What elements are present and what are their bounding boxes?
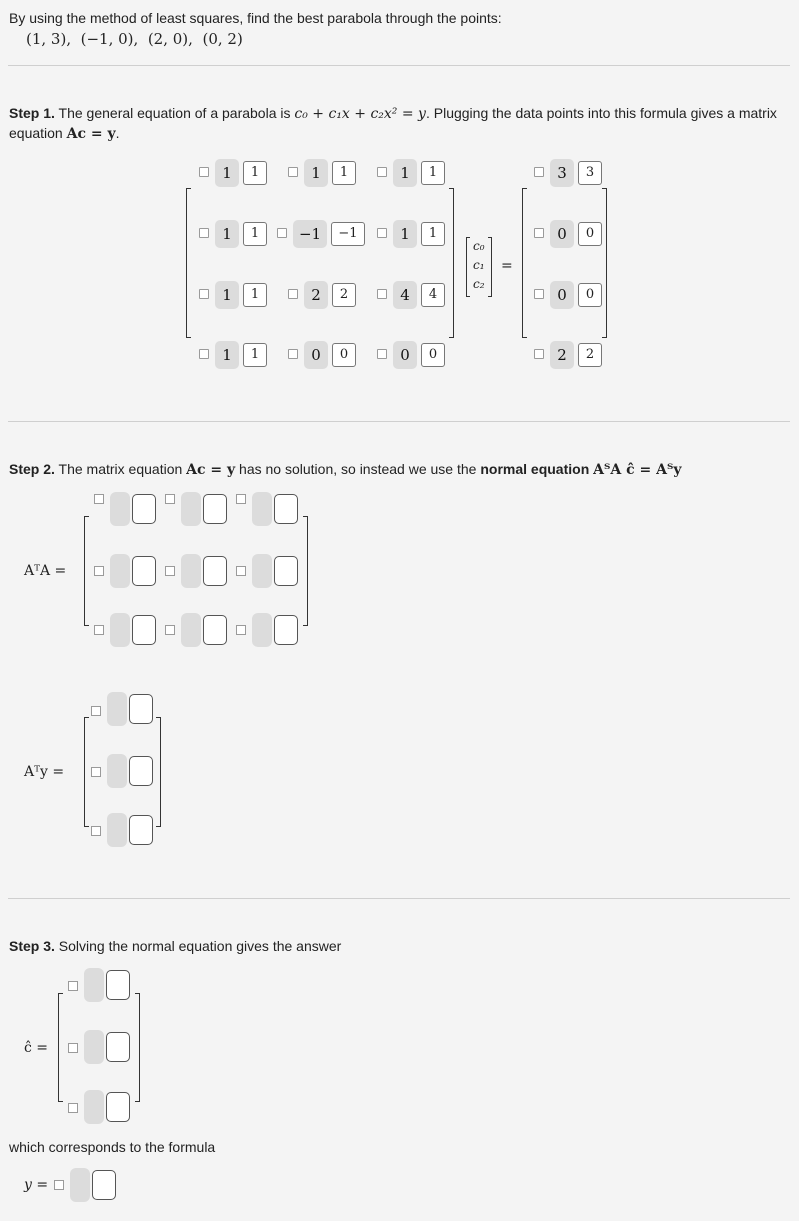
- ata-label: AᵀA =: [24, 563, 67, 579]
- step3-label: Step 3.: [9, 938, 55, 954]
- parabola-formula: c₀ + c₁x + c₂x² = y: [294, 106, 426, 122]
- entry-input[interactable]: 2: [332, 283, 356, 307]
- aty-label: Aᵀy =: [24, 764, 65, 780]
- entry-input[interactable]: [274, 615, 298, 645]
- entry-input[interactable]: [106, 1032, 130, 1062]
- step3-text: Step 3. Solving the normal equation gives the answer: [9, 938, 342, 954]
- entry-checkbox[interactable]: [288, 349, 298, 359]
- y-label: y =: [24, 1177, 49, 1193]
- entry-checkbox[interactable]: [236, 566, 246, 576]
- entry-checkbox[interactable]: [165, 494, 175, 504]
- entry-input[interactable]: [106, 970, 130, 1000]
- divider: [8, 898, 790, 899]
- entry-checkbox[interactable]: [165, 566, 175, 576]
- entry-input[interactable]: 1: [243, 222, 267, 246]
- entry-input[interactable]: 0: [578, 283, 602, 307]
- entry-checkbox[interactable]: [236, 625, 246, 635]
- entry-input[interactable]: 1: [243, 343, 267, 367]
- entry-input[interactable]: 0: [421, 343, 445, 367]
- entry-checkbox[interactable]: [377, 228, 387, 238]
- entry-input[interactable]: [129, 756, 153, 786]
- entry-checkbox[interactable]: [199, 167, 209, 177]
- entry-input[interactable]: [203, 494, 227, 524]
- entry-checkbox[interactable]: [377, 349, 387, 359]
- problem-intro: By using the method of least squares, find the best parabola through the points:: [9, 10, 502, 26]
- entry-input[interactable]: [274, 556, 298, 586]
- entry-checkbox[interactable]: [91, 826, 101, 836]
- entry-checkbox[interactable]: [91, 706, 101, 716]
- problem-points: (1, 3), (−1, 0), (2, 0), (0, 2): [26, 30, 243, 48]
- step2-label: Step 2.: [9, 461, 55, 477]
- y-vector-left-bracket: [522, 188, 527, 338]
- entry-checkbox[interactable]: [377, 289, 387, 299]
- y-vector-right-bracket: [602, 188, 607, 338]
- normal-equation-label: normal equation: [480, 461, 590, 477]
- entry-checkbox[interactable]: [165, 625, 175, 635]
- entry-input[interactable]: 1: [243, 161, 267, 185]
- entry-input[interactable]: 1: [421, 161, 445, 185]
- entry-checkbox[interactable]: [277, 228, 287, 238]
- c-vector: c₀ c₁ c₂: [473, 239, 485, 291]
- entry-checkbox[interactable]: [377, 167, 387, 177]
- entry-checkbox[interactable]: [288, 167, 298, 177]
- ata-left-bracket: [84, 516, 89, 626]
- aty-left-bracket: [84, 717, 89, 827]
- entry-input[interactable]: 1: [243, 283, 267, 307]
- entry-input[interactable]: 0: [578, 222, 602, 246]
- entry-input[interactable]: [203, 615, 227, 645]
- entry-input[interactable]: 1: [332, 161, 356, 185]
- step1-label: Step 1.: [9, 105, 55, 121]
- entry-input[interactable]: 2: [578, 343, 602, 367]
- entry-checkbox[interactable]: [199, 349, 209, 359]
- entry-checkbox[interactable]: [236, 494, 246, 504]
- entry-input[interactable]: [274, 494, 298, 524]
- entry-checkbox[interactable]: [68, 1043, 78, 1053]
- entry-checkbox[interactable]: [199, 228, 209, 238]
- entry-checkbox[interactable]: [288, 289, 298, 299]
- formula-caption: which corresponds to the formula: [9, 1139, 216, 1155]
- entry-input[interactable]: [106, 1092, 130, 1122]
- c-vector-left-bracket: [466, 237, 470, 297]
- entry-input[interactable]: 1: [421, 222, 445, 246]
- entry-input[interactable]: [132, 556, 156, 586]
- entry-input[interactable]: [129, 694, 153, 724]
- formula-input[interactable]: [92, 1170, 116, 1200]
- entry-input[interactable]: [132, 615, 156, 645]
- c-vector-right-bracket: [488, 237, 492, 297]
- entry-checkbox[interactable]: [94, 625, 104, 635]
- divider: [8, 421, 790, 422]
- equals-sign: =: [501, 258, 513, 274]
- entry-input[interactable]: 4: [421, 283, 445, 307]
- c-hat-left-bracket: [58, 993, 63, 1102]
- entry-input[interactable]: 0: [332, 343, 356, 367]
- c-hat-right-bracket: [135, 993, 140, 1102]
- entry-checkbox[interactable]: [199, 289, 209, 299]
- normal-equation: AᵀA ĉ = Aᵀy: [593, 462, 682, 478]
- entry-input[interactable]: 3: [578, 161, 602, 185]
- matrix-a-right-bracket: [449, 188, 454, 338]
- entry-input[interactable]: [129, 815, 153, 845]
- matrix-a-left-bracket: [186, 188, 191, 338]
- entry-checkbox[interactable]: [534, 167, 544, 177]
- aty-right-bracket: [156, 717, 161, 827]
- divider: [8, 65, 790, 66]
- step1-text-2: equation Ac = y.: [9, 125, 120, 142]
- step2-text: Step 2. The matrix equation Ac = y has no solution, so instead we use the normal equation AᵀA ĉ = Aᵀy: [9, 461, 682, 478]
- c-hat-label: ĉ =: [24, 1040, 49, 1056]
- matrix-equation: Ac = y: [66, 126, 116, 142]
- step1-text: Step 1. The general equation of a parabola is c₀ + c₁x + c₂x² = y. Plugging the data points into this formula gives a matrix: [9, 105, 777, 122]
- entry-checkbox[interactable]: [94, 494, 104, 504]
- entry-checkbox[interactable]: [68, 1103, 78, 1113]
- entry-checkbox[interactable]: [534, 349, 544, 359]
- entry-checkbox[interactable]: [534, 228, 544, 238]
- entry-input[interactable]: [203, 556, 227, 586]
- entry-checkbox[interactable]: [534, 289, 544, 299]
- entry-checkbox[interactable]: [54, 1180, 64, 1190]
- entry-checkbox[interactable]: [68, 981, 78, 991]
- entry-input[interactable]: [132, 494, 156, 524]
- entry-checkbox[interactable]: [94, 566, 104, 576]
- ata-right-bracket: [303, 516, 308, 626]
- entry-input[interactable]: −1: [331, 222, 365, 246]
- entry-checkbox[interactable]: [91, 767, 101, 777]
